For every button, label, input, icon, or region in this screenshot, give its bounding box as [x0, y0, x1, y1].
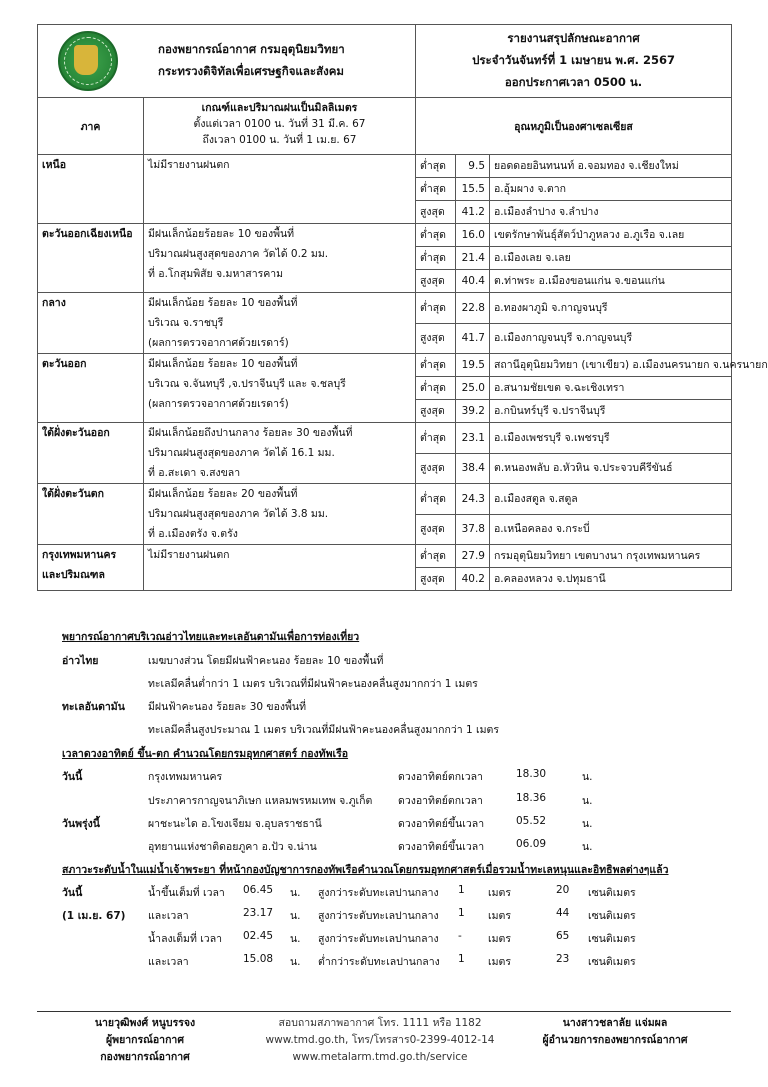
- tide-mu: เมตร: [488, 910, 511, 922]
- tide-u: น.: [290, 933, 301, 945]
- footer-divider: [37, 1011, 731, 1012]
- temp-kind: ต่ำสุด: [416, 545, 456, 568]
- sun-today-label: วันนี้: [62, 771, 83, 783]
- director-role: ผู้อำนวยการกองพยากรณ์อากาศ: [542, 1034, 688, 1046]
- tide-m: 1: [458, 884, 465, 896]
- rain-line: ปริมาณฝนสูงสุดของภาค วัดได้ 0.2 มม.: [148, 248, 329, 260]
- region-name: [38, 545, 144, 591]
- rain-description: [144, 224, 416, 293]
- region-name: [38, 484, 144, 545]
- tide-cmu: เซนติเมตร: [588, 887, 636, 899]
- rain-description: [144, 155, 416, 224]
- temp-value: 39.2: [456, 400, 490, 423]
- temp-value: 37.8: [456, 514, 490, 545]
- region-name-line: กลาง: [42, 297, 66, 309]
- sun-time: 05.52: [516, 815, 547, 827]
- temp-location: ต.หนองพลับ อ.หัวหิน จ.ประจวบคีรีขันธ์: [490, 453, 732, 484]
- region-name: [38, 155, 144, 224]
- marine-title: พยากรณ์อากาศบริเวณอ่าวไทยและทะเลอันดามันเพื่อการท่องเที่ยว: [62, 631, 360, 643]
- region-row: [38, 155, 732, 178]
- andaman-line-2: ทะเลมีคลื่นสูงประมาณ 1 เมตร บริเวณที่มีฝนฟ้าคะนองคลื่นสูงมากกว่า 1 เมตร: [148, 724, 499, 736]
- temp-location: อ.เมืองสตูล จ.สตูล: [490, 484, 732, 515]
- tide-cmp: สูงกว่าระดับทะเลปานกลาง: [318, 910, 439, 922]
- temp-kind: ต่ำสุด: [416, 224, 456, 247]
- col-rain: [144, 98, 416, 155]
- temp-value: 21.4: [456, 247, 490, 270]
- tide-cm: 44: [556, 907, 570, 919]
- tide-label: น้ำลงเต็มที่ เวลา: [148, 933, 223, 945]
- tide-mu: เมตร: [488, 933, 511, 945]
- rain-line: ไม่มีรายงานฝนตก: [148, 549, 230, 561]
- temp-location: อ.เมืองเลย จ.เลย: [490, 247, 732, 270]
- temp-kind: สูงสุด: [416, 514, 456, 545]
- region-name-line: เหนือ: [42, 159, 66, 171]
- region-name-line: กรุงเทพมหานคร: [42, 549, 117, 561]
- rain-line: ปริมาณฝนสูงสุดของภาค วัดได้ 3.8 มม.: [148, 508, 329, 520]
- director-block: [520, 1015, 710, 1049]
- temp-kind: ต่ำสุด: [416, 178, 456, 201]
- tide-label: น้ำขึ้นเต็มที่ เวลา: [148, 887, 225, 899]
- rain-description: [144, 293, 416, 354]
- rain-line: ไม่มีรายงานฝนตก: [148, 159, 230, 171]
- region-row: [38, 545, 732, 568]
- sun-unit: น.: [582, 795, 593, 807]
- sun-title: เวลาดวงอาทิตย์ ขึ้น-ตก คำนวณโดยกรมอุทกศาสตร์ กองทัพเรือ: [62, 748, 349, 760]
- tmd-logo: [58, 31, 118, 91]
- tide-cmu: เซนติเมตร: [588, 910, 636, 922]
- report-title: รายงานสรุปลักษณะอากาศ: [507, 31, 640, 45]
- region-name: [38, 354, 144, 423]
- temp-location: เขตรักษาพันธุ์สัตว์ป่าภูหลวง อ.ภูเรือ จ.เลย: [490, 224, 732, 247]
- temp-kind: สูงสุด: [416, 270, 456, 293]
- temp-value: 22.8: [456, 293, 490, 324]
- tide-day-label: วันนี้: [62, 887, 83, 899]
- temp-location: อ.สนามชัยเขต จ.ฉะเชิงเทรา: [490, 377, 732, 400]
- tide-m: -: [458, 930, 462, 942]
- tide-label: และเวลา: [148, 956, 189, 968]
- temp-value: 23.1: [456, 423, 490, 454]
- region-row: [38, 423, 732, 454]
- temp-kind: สูงสุด: [416, 201, 456, 224]
- tide-time: 02.45: [243, 930, 274, 942]
- rain-line: (ผลการตรวจอากาศด้วยเรดาร์): [148, 398, 289, 410]
- tide-title: สภาวะระดับน้ำในแม่น้ำเจ้าพระยา ที่หน้ากองบัญชาการกองทัพเรือคำนวณโดยกรมอุทกศาสตร์เมื่อรวมน้ำทะเลหนุนและอิทธิพลต่างๆแล้ว: [62, 864, 669, 876]
- gulf-line-1: เมฆบางส่วน โดยมีฝนฟ้าคะนอง ร้อยละ 10 ของพื้นที่: [148, 655, 384, 667]
- forecaster-role: ผู้พยากรณ์อากาศ: [106, 1034, 184, 1046]
- temp-value: 24.3: [456, 484, 490, 515]
- temp-value: 25.0: [456, 377, 490, 400]
- rain-line: มีฝนเล็กน้อยถึงปานกลาง ร้อยละ 30 ของพื้นที่: [148, 427, 353, 439]
- tide-time: 23.17: [243, 907, 274, 919]
- contact-block: [230, 1015, 530, 1066]
- temp-location: อ.ทองผาภูมิ จ.กาญจนบุรี: [490, 293, 732, 324]
- temp-kind: ต่ำสุด: [416, 354, 456, 377]
- rain-description: [144, 484, 416, 545]
- report-time: ออกประกาศเวลา 0500 น.: [504, 75, 643, 89]
- tide-mu: เมตร: [488, 956, 511, 968]
- sun-time: 18.36: [516, 792, 547, 804]
- forecaster-block: [60, 1015, 230, 1066]
- temp-kind: ต่ำสุด: [416, 247, 456, 270]
- tide-u: น.: [290, 956, 301, 968]
- temp-value: 40.2: [456, 568, 490, 591]
- sun-time: 18.30: [516, 768, 547, 780]
- rain-line: บริเวณ จ.จันทบุรี ,จ.ปราจีนบุรี และ จ.ชลบุรี: [148, 378, 346, 390]
- temp-kind: ต่ำสุด: [416, 293, 456, 324]
- andaman-label: ทะเลอันดามัน: [62, 701, 125, 713]
- temp-kind: สูงสุด: [416, 323, 456, 354]
- temp-kind: สูงสุด: [416, 453, 456, 484]
- tide-cmp: สูงกว่าระดับทะเลปานกลาง: [318, 933, 439, 945]
- sun-tomorrow-label: วันพรุ่งนี้: [62, 818, 100, 830]
- sun-place: ประภาคารกาญจนาภิเษก แหลมพรหมเทพ จ.ภูเก็ต: [148, 795, 373, 807]
- temp-value: 38.4: [456, 453, 490, 484]
- region-name: [38, 224, 144, 293]
- department-name: กองพยากรณ์อากาศ กรมอุตุนิยมวิทยา: [158, 42, 345, 56]
- temp-value: 40.4: [456, 270, 490, 293]
- tide-cmp: ต่ำกว่าระดับทะเลปานกลาง: [318, 956, 440, 968]
- rain-line: ปริมาณฝนสูงสุดของภาค วัดได้ 16.1 มม.: [148, 447, 335, 459]
- col-temp: อุณหภูมิเป็นองศาเซลเซียส: [416, 98, 732, 155]
- header-right: [416, 25, 732, 98]
- tide-m: 1: [458, 953, 465, 965]
- tide-m: 1: [458, 907, 465, 919]
- temp-value: 19.5: [456, 354, 490, 377]
- region-row: [38, 224, 732, 247]
- rain-line: ที่ อ.สะเดา จ.สงขลา: [148, 467, 241, 479]
- temp-location: อ.เมืองลำปาง จ.ลำปาง: [490, 201, 732, 224]
- tide-label: และเวลา: [148, 910, 189, 922]
- col-region: ภาค: [38, 98, 144, 155]
- report-date: ประจำวันจันทร์ที่ 1 เมษายน พ.ศ. 2567: [472, 53, 675, 67]
- contact-service[interactable]: www.metalarm.tmd.go.th/service: [292, 1051, 468, 1063]
- rain-description: [144, 423, 416, 484]
- sun-event: ดวงอาทิตย์ขึ้นเวลา: [398, 818, 485, 830]
- contact-website[interactable]: www.tmd.go.th, โทร/โทรสาร0-2399-4012-14: [265, 1034, 495, 1046]
- gulf-line-2: ทะเลมีคลื่นต่ำกว่า 1 เมตร บริเวณที่มีฝนฟ้าคะนองคลื่นสูงมากกว่า 1 เมตร: [148, 678, 478, 690]
- rain-line: มีฝนเล็กน้อย ร้อยละ 20 ของพื้นที่: [148, 488, 298, 500]
- region-row: [38, 484, 732, 515]
- director-name: นางสาวชลาลัย แจ่มผล: [562, 1017, 668, 1029]
- temp-location: อ.อุ้มผาง จ.ตาก: [490, 178, 732, 201]
- tide-cmu: เซนติเมตร: [588, 933, 636, 945]
- sun-time: 06.09: [516, 838, 547, 850]
- temp-kind: ต่ำสุด: [416, 484, 456, 515]
- rain-line: มีฝนเล็กน้อย ร้อยละ 10 ของพื้นที่: [148, 297, 298, 309]
- rain-from: ตั้งแต่เวลา 0100 น. วันที่ 31 มี.ค. 67: [193, 118, 366, 130]
- tide-u: น.: [290, 910, 301, 922]
- andaman-line-1: มีฝนฟ้าคะนอง ร้อยละ 30 ของพื้นที่: [148, 701, 307, 713]
- header-left: [38, 25, 416, 98]
- tide-date-label: (1 เม.ย. 67): [62, 910, 126, 922]
- tide-cmu: เซนติเมตร: [588, 956, 636, 968]
- rain-line: มีฝนเล็กน้อยร้อยละ 10 ของพื้นที่: [148, 228, 295, 240]
- sun-unit: น.: [582, 818, 593, 830]
- sun-unit: น.: [582, 771, 593, 783]
- tide-cmp: สูงกว่าระดับทะเลปานกลาง: [318, 887, 439, 899]
- rain-line: ที่ อ.เมืองตรัง จ.ตรัง: [148, 528, 238, 540]
- region-name-line: ใต้ฝั่งตะวันออก: [42, 427, 110, 439]
- rain-line: ที่ อ.โกสุมพิสัย จ.มหาสารคาม: [148, 268, 284, 280]
- rain-title: เกณฑ์และปริมาณฝนเป็นมิลลิเมตร: [201, 102, 358, 114]
- sun-place: กรุงเทพมหานคร: [148, 771, 223, 783]
- rain-line: (ผลการตรวจอากาศด้วยเรดาร์): [148, 337, 289, 349]
- region-name-line: และปริมณฑล: [42, 569, 105, 581]
- gulf-label: อ่าวไทย: [62, 655, 99, 667]
- temp-kind: ต่ำสุด: [416, 155, 456, 178]
- temp-location: อ.เมืองเพชรบุรี จ.เพชรบุรี: [490, 423, 732, 454]
- weather-summary-table: [37, 24, 768, 591]
- temp-location: ยอดดอยอินทนนท์ อ.จอมทอง จ.เชียงใหม่: [490, 155, 732, 178]
- temp-location: กรมอุตุนิยมวิทยา เขตบางนา กรุงเทพมหานคร: [490, 545, 732, 568]
- forecaster-name: นายวุฒิพงศ์ หนูบรรจง: [94, 1017, 196, 1029]
- tide-cm: 23: [556, 953, 570, 965]
- rain-to: ถึงเวลา 0100 น. วันที่ 1 เม.ย. 67: [202, 134, 357, 146]
- region-name-line: ใต้ฝั่งตะวันตก: [42, 488, 104, 500]
- rain-description: [144, 545, 416, 591]
- sun-place: ผาชะนะได อ.โขงเจียม จ.อุบลราชธานี: [148, 818, 322, 830]
- temp-value: 9.5: [456, 155, 490, 178]
- temp-kind: ต่ำสุด: [416, 377, 456, 400]
- temp-location: อ.คลองหลวง จ.ปทุมธานี: [490, 568, 732, 591]
- rain-description: [144, 354, 416, 423]
- temp-location: อ.เมืองกาญจนบุรี จ.กาญจนบุรี: [490, 323, 732, 354]
- ministry-name: กระทรวงดิจิทัลเพื่อเศรษฐกิจและสังคม: [158, 64, 344, 78]
- temp-kind: สูงสุด: [416, 400, 456, 423]
- region-name-line: ตะวันออกเฉียงเหนือ: [42, 228, 133, 240]
- temp-value: 27.9: [456, 545, 490, 568]
- tide-u: น.: [290, 887, 301, 899]
- tide-cm: 65: [556, 930, 570, 942]
- region-row: [38, 354, 732, 377]
- sun-event: ดวงอาทิตย์ตกเวลา: [398, 795, 483, 807]
- temp-value: 15.5: [456, 178, 490, 201]
- tide-cm: 20: [556, 884, 570, 896]
- rain-line: มีฝนเล็กน้อย ร้อยละ 10 ของพื้นที่: [148, 358, 298, 370]
- sun-place: อุทยานแห่งชาติดอยภูคา อ.ปัว จ.น่าน: [148, 841, 317, 853]
- temp-location: ต.ท่าพระ อ.เมืองขอนแก่น จ.ขอนแก่น: [490, 270, 732, 293]
- temp-kind: สูงสุด: [416, 568, 456, 591]
- temp-location: อ.เหนือคลอง จ.กระบี่: [490, 514, 732, 545]
- region-name: [38, 423, 144, 484]
- region-name: [38, 293, 144, 354]
- temp-value: 16.0: [456, 224, 490, 247]
- temp-value: 41.2: [456, 201, 490, 224]
- contact-phone: สอบถามสภาพอากาศ โทร. 1111 หรือ 1182: [278, 1017, 482, 1029]
- rain-line: บริเวณ จ.ราชบุรี: [148, 317, 224, 329]
- tide-time: 15.08: [243, 953, 274, 965]
- temp-location: สถานีอุตุนิยมวิทยา (เขาเขียว) อ.เมืองนครนายก จ.นครนายก: [490, 354, 732, 377]
- temp-kind: ต่ำสุด: [416, 423, 456, 454]
- tide-time: 06.45: [243, 884, 274, 896]
- forecaster-division: กองพยากรณ์อากาศ: [100, 1051, 190, 1063]
- temp-value: 41.7: [456, 323, 490, 354]
- sun-unit: น.: [582, 841, 593, 853]
- region-row: [38, 293, 732, 324]
- sun-event: ดวงอาทิตย์ขึ้นเวลา: [398, 841, 485, 853]
- tide-mu: เมตร: [488, 887, 511, 899]
- region-name-line: ตะวันออก: [42, 358, 87, 370]
- sun-event: ดวงอาทิตย์ตกเวลา: [398, 771, 483, 783]
- temp-location: อ.กบินทร์บุรี จ.ปราจีนบุรี: [490, 400, 732, 423]
